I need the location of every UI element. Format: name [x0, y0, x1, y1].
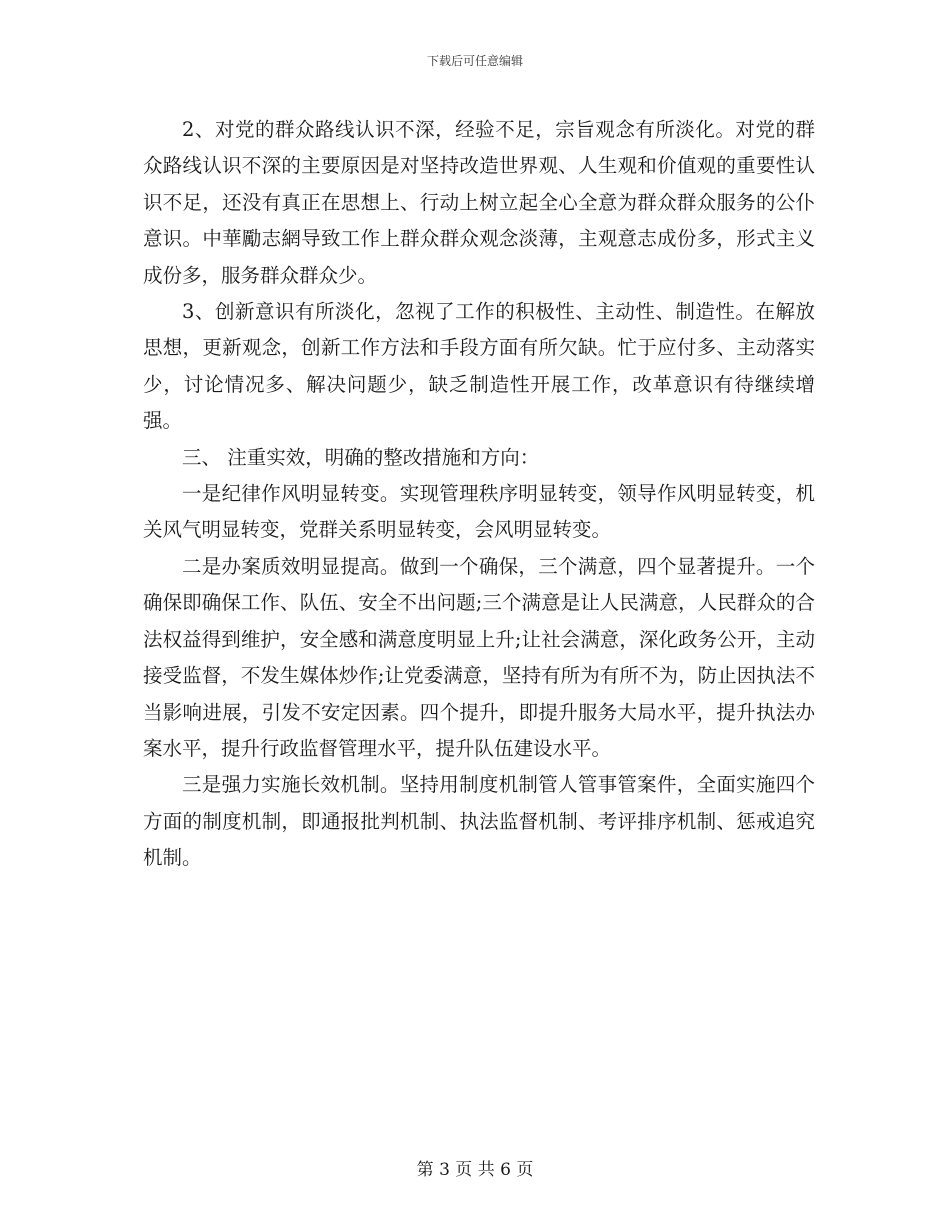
page-header: 下载后可任意编辑: [426, 54, 523, 68]
paragraph-2: 3、创新意识有所淡化，忽视了工作的积极性、主动性、制造性。在解放思想，更新观念，创新工作方法和手段方面有所欠缺。忙于应付多、主动落实少，讨论情况多、解决问题少，缺乏制造性开展工作，改革意识有待继续增强。: [143, 300, 815, 433]
section-heading-3: 三、 注重实效，明确的整改措施和方向：: [182, 445, 540, 469]
page-number-footer: 第 3 页 共 6 页: [416, 1160, 534, 1180]
paragraph-1: 2、对党的群众路线认识不深，经验不足，宗旨观念有所淡化。对党的群众路线认识不深的主要原因是对坚持改造世界观、人生观和价值观的重要性认识不足，还没有真正在思想上、行动上树立起全心全意为群众群众服务的公仆意识。中華勵志網导致工作上群众群众观念淡薄，主观意志成份多，形式主义成份多，服务群众群众少。: [143, 118, 815, 287]
document-body: [143, 112, 815, 877]
paragraph-5: 二是办案质效明显提高。做到一个确保，三个满意，四个显著提升。一个确保即确保工作、队伍、安全不出问题;三个满意是让人民满意，人民群众的合法权益得到维护，安全感和满意度明显上升;让社会满意，深化政务公开，主动接受监督，不发生媒体炒作;让党委满意，坚持有所为有所不为，防止因执法不当影响进展，引发不安定因素。四个提升，即提升服务大局水平，提升执法办案水平，提升行政监督管理水平，提升队伍建设水平。: [143, 554, 815, 760]
paragraph-4: 一是纪律作风明显转变。实现管理秩序明显转变，领导作风明显转变，机关风气明显转变，党群关系明显转变，会风明显转变。: [143, 482, 815, 542]
paragraph-6: 三是强力实施长效机制。坚持用制度机制管人管事管案件，全面实施四个方面的制度机制，即通报批判机制、执法监督机制、考评排序机制、惩戒追究机制。: [143, 773, 815, 870]
